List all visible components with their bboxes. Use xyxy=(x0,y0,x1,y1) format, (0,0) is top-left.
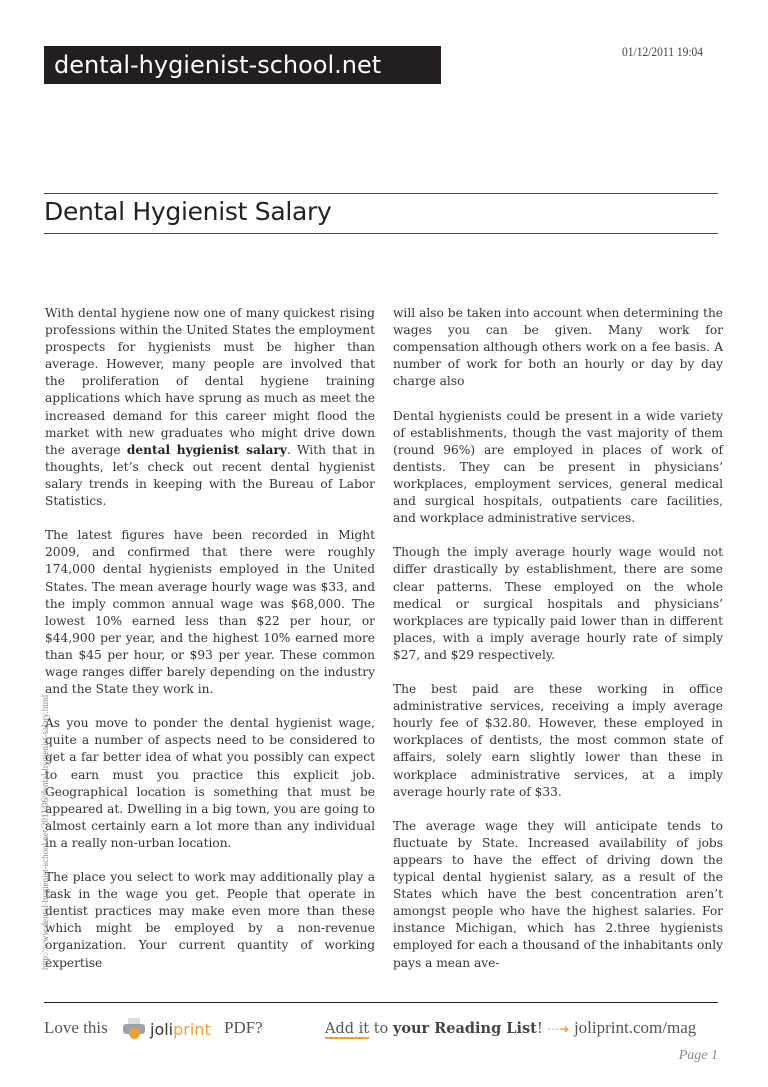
paragraph: Though the imply average hourly wage would not differ drastically by establishment, there are some clear patterns. These employed on the whole medical or surgical hospitals and physicians’ workplaces are typically paid lower than in different places, with a imply average hourly rate of simply $27, and $29 respectively. xyxy=(393,545,723,662)
timestamp: 01/12/2011 19:04 xyxy=(622,45,704,59)
pdf-question: PDF? xyxy=(224,1018,263,1037)
paragraph-text: With dental hygiene now one of many quickest rising professions within the United States the employment prospects for hygienists must be higher than average. However, many people are involved that the proliferation of dental hygiene training applications which have sprung as much as meet the increased demand for this career might flood the market with new graduates who might drive down the average xyxy=(45,306,375,457)
article-right-column xyxy=(393,305,723,989)
paragraph: As you move to ponder the dental hygienist wage, quite a number of aspects need to be considered to get a far better idea of what you possibly can expect to earn must you practice this explicit job. Geographical location is something that must be appeared at. Dwelling in a big town, you are going to almost certainly earn a lot more than any individual in a really non-urban location. xyxy=(45,716,375,850)
page-number: Page 1 xyxy=(678,1048,718,1063)
reading-list-text: your Reading List xyxy=(392,1020,537,1037)
title-top-divider xyxy=(44,193,718,194)
article-left-column xyxy=(45,305,375,989)
footer-divider xyxy=(44,1002,718,1003)
joliprint-mag-link[interactable]: joliprint.com/mag xyxy=(573,1018,697,1037)
paragraph: will also be taken into account when determining the wages you can be given. Many work for compensation although others work on a fee basis. A number of work for both an hourly or day by day charge also xyxy=(393,306,723,389)
exclaim-text: ! xyxy=(536,1021,543,1037)
site-name-banner: dental-hygienist-school.net xyxy=(44,46,441,84)
add-it-link[interactable]: Add it xyxy=(325,1021,370,1037)
paragraph xyxy=(45,305,375,510)
joliprint-logo[interactable] xyxy=(122,1018,211,1040)
paragraph: Dental hygienists could be present in a wide variety of establishments, though the vast majority of them (round 96%) are employed in places of work of dentists. They can be present in physicians’ workplaces, employment services, general medical and surgical hospitals, outpatients care facilities, and workplace administrative services. xyxy=(393,408,723,526)
page-title: Dental Hygienist Salary xyxy=(44,197,332,226)
to-text: to xyxy=(369,1021,393,1037)
love-this-text: Love this xyxy=(44,1018,108,1037)
paragraph: The latest figures have been recorded in Might 2009, and confirmed that there were roughly 174,000 dental hygienists employed in the United States. The mean average hourly wage was $33, and the imply common annual wage was $68,000. The lowest 10% earned less than $22 per hour, or $44,900 per year, and the highest 10% earned more than $45 per hour, or $93 per year. These common wage ranges differ barely depending on the industry and the State they work in. xyxy=(45,528,375,697)
logo-print: print xyxy=(173,1019,211,1039)
printer-icon xyxy=(122,1018,146,1040)
arrow-right-icon: ⋯➜ xyxy=(547,1022,570,1036)
title-bottom-divider xyxy=(44,233,718,234)
paragraph: The average wage they will anticipate tends to fluctuate by State. Increased availability of jobs appears to have the effect of driving down the typical dental hygienist salary, as a result of the States which have the best concentration aren’t amongst people who have the highest salaries. For instance Michigan, which has 2.three hygienists employed for each a thousand of the inhabitants only pays a mean ave- xyxy=(393,818,723,970)
logo-joli: joli xyxy=(150,1019,174,1039)
paragraph: The best paid are these working in office administrative services, receiving a imply average hourly fee of $32.80. However, these employed in workplaces of dentists, the most common state of affairs, solely earn slightly lower than these in workplace administrative services, at a imply average hourly rate of $33. xyxy=(393,682,723,799)
footer xyxy=(44,1018,718,1042)
reading-list-cta xyxy=(325,1018,696,1038)
source-url[interactable]: http://www.dental-hygienist-school.net/2011/06/dental-hygienist-salary.html xyxy=(40,694,50,970)
bold-keyword: dental hygienist salary xyxy=(126,442,287,457)
paragraph: The place you select to work may additionally play a task in the wage you get. People that operate in dentist practices may make even more than these which might be employed by a non-revenue organization. Your current quantity of working expertise xyxy=(45,870,375,970)
paragraph-text: . With that in thoughts, let’s check out recent dental hygienist salary trends in keeping with the Bureau of Labor Statistics. xyxy=(45,442,375,509)
